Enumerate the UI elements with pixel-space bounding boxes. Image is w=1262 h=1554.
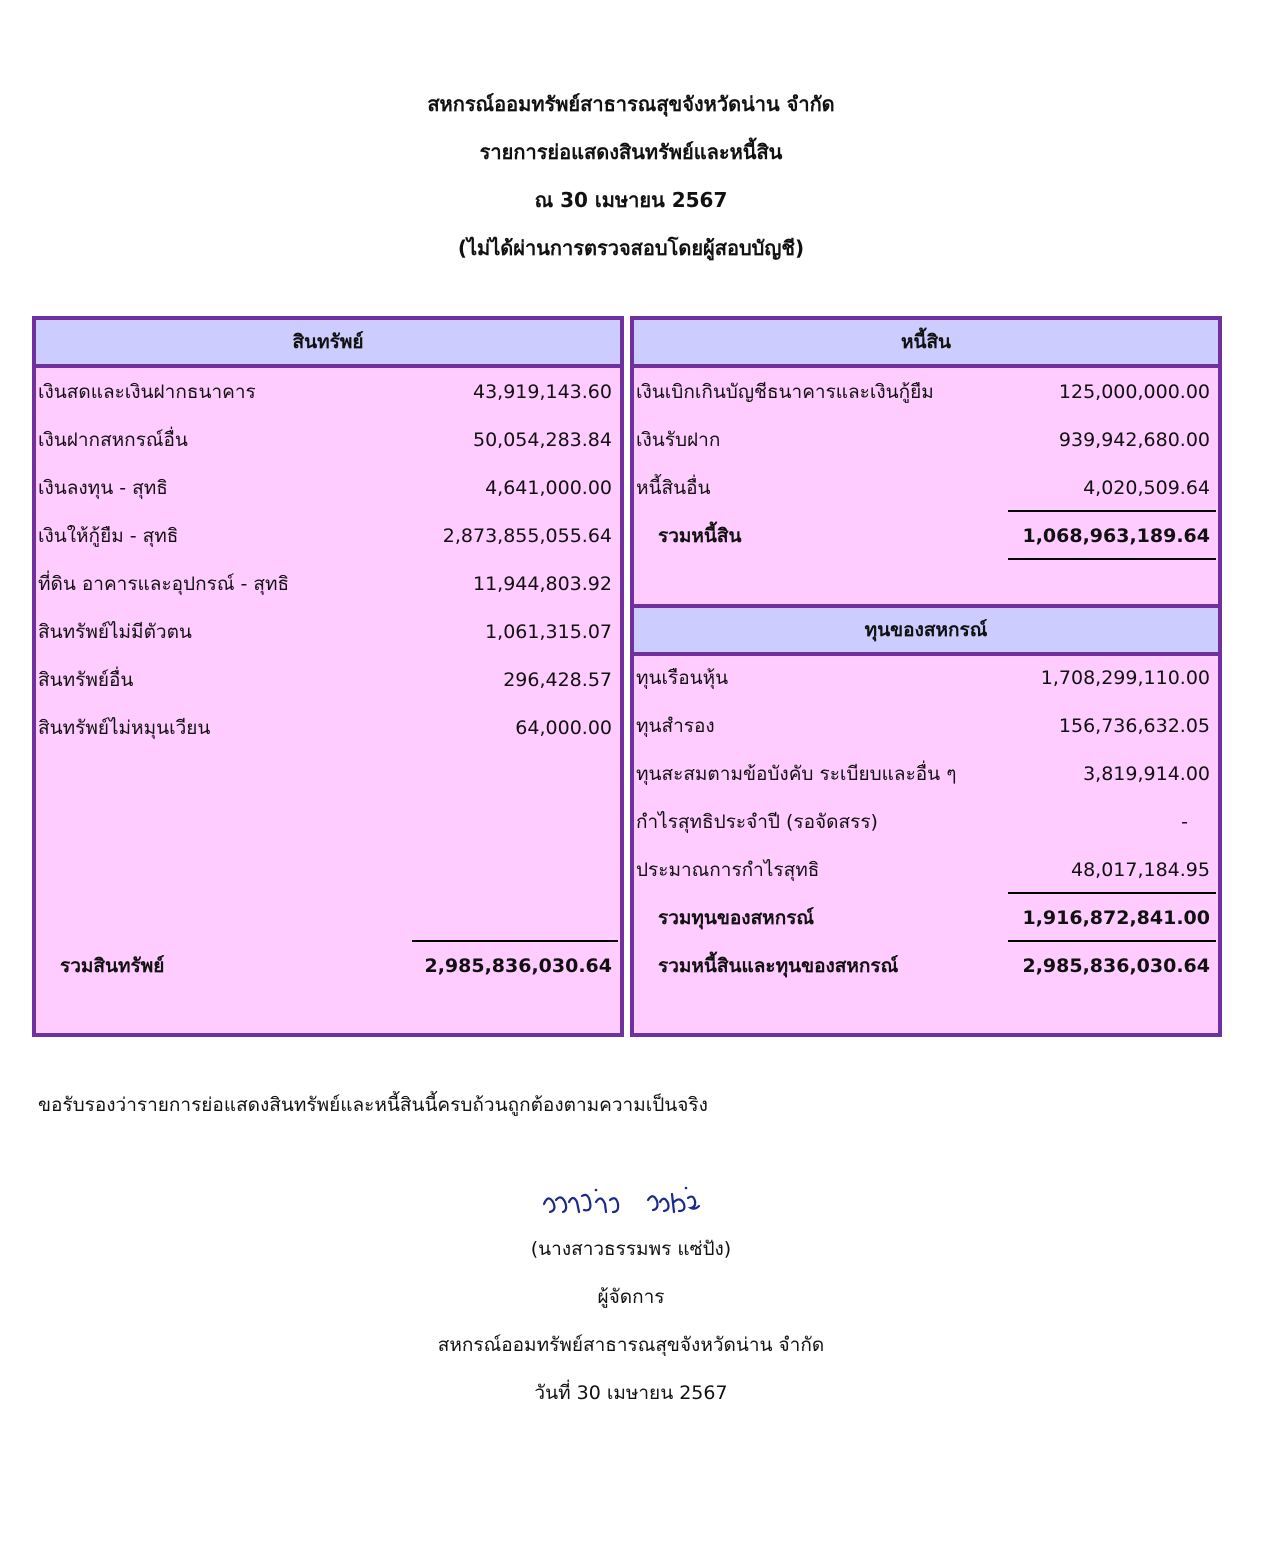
equity-row (634, 702, 1218, 750)
equity-total-label: รวมทุนของสหกรณ์ (658, 907, 815, 929)
certification-text: ขอรับรองว่ารายการย่อแสดงสินทรัพย์และหนี้สินนี้ครบถ้วนถูกต้องตามความเป็นจริง (38, 1094, 708, 1116)
asset-row (36, 704, 620, 752)
grand-total-value: 2,985,836,030.64 (1022, 955, 1210, 977)
asset-value: 296,428.57 (503, 669, 612, 691)
equity-label: ทุนเรือนหุ้น (636, 667, 729, 689)
liability-value: 4,020,509.64 (1083, 477, 1210, 499)
equity-label: กำไรสุทธิประจำปี (รอจัดสรร) (636, 811, 878, 833)
liabilities-total-row (634, 512, 1218, 560)
asset-row (36, 368, 620, 416)
equity-value: 3,819,914.00 (1083, 763, 1210, 785)
equity-heading: ทุนของสหกรณ์ (634, 604, 1218, 656)
asset-label: สินทรัพย์อื่น (38, 669, 134, 691)
asset-value: 64,000.00 (515, 717, 612, 739)
asset-value: 2,873,855,055.64 (442, 525, 612, 547)
signer-position: ผู้จัดการ (597, 1286, 665, 1308)
sign-date: วันที่ 30 เมษายน 2567 (534, 1382, 728, 1404)
equity-total-row (634, 894, 1218, 942)
asset-value: 11,944,803.92 (472, 573, 612, 595)
signer-org: สหกรณ์ออมทรัพย์สาธารณสุขจังหวัดน่าน จำกัด (437, 1334, 825, 1356)
signature (536, 1180, 726, 1224)
assets-total-row (36, 942, 620, 990)
asset-value: 4,641,000.00 (485, 477, 612, 499)
asset-row (36, 416, 620, 464)
equity-value: - (1181, 811, 1188, 833)
equity-row (634, 654, 1218, 702)
asset-label: เงินลงทุน - สุทธิ (38, 477, 168, 499)
liability-row (634, 368, 1218, 416)
assets-total-value: 2,985,836,030.64 (424, 955, 612, 977)
liability-value: 939,942,680.00 (1058, 429, 1210, 451)
liability-label: เงินรับฝาก (636, 429, 721, 451)
report-title: รายการย่อแสดงสินทรัพย์และหนี้สิน (479, 140, 783, 164)
asset-row (36, 464, 620, 512)
report-date: ณ 30 เมษายน 2567 (534, 188, 728, 212)
equity-total-value: 1,916,872,841.00 (1022, 907, 1210, 929)
equity-label: ประมาณการกำไรสุทธิ (636, 859, 820, 881)
org-name: สหกรณ์ออมทรัพย์สาธารณสุขจังหวัดน่าน จำกัด (427, 92, 835, 116)
equity-label: ทุนสำรอง (636, 715, 715, 737)
asset-label: สินทรัพย์ไม่มีตัวตน (38, 621, 192, 643)
asset-label: ที่ดิน อาคารและอุปกรณ์ - สุทธิ (38, 573, 290, 595)
equity-row (634, 750, 1218, 798)
total-rule (1008, 558, 1216, 560)
assets-heading: สินทรัพย์ (36, 320, 620, 368)
grand-total-row (634, 942, 1218, 990)
equity-value: 156,736,632.05 (1058, 715, 1210, 737)
equity-label: ทุนสะสมตามข้อบังคับ ระเบียบและอื่น ๆ (636, 763, 957, 785)
asset-label: สินทรัพย์ไม่หมุนเวียน (38, 717, 211, 739)
equity-value: 1,708,299,110.00 (1040, 667, 1210, 689)
asset-label: เงินสดและเงินฝากธนาคาร (38, 381, 256, 403)
liability-row (634, 416, 1218, 464)
liability-label: หนี้สินอื่น (636, 477, 711, 499)
liabilities-heading: หนี้สิน (634, 320, 1218, 368)
asset-value: 1,061,315.07 (485, 621, 612, 643)
assets-total-label: รวมสินทรัพย์ (60, 955, 165, 977)
liabilities-total-value: 1,068,963,189.64 (1022, 525, 1210, 547)
signer-name: (นางสาวธรรมพร แซ่ปัง) (530, 1238, 732, 1260)
asset-row (36, 608, 620, 656)
liabilities-total-label: รวมหนี้สิน (658, 525, 742, 547)
handwritten-signature (536, 1180, 726, 1224)
asset-value: 50,054,283.84 (472, 429, 612, 451)
audit-note: (ไม่ได้ผ่านการตรวจสอบโดยผู้สอบบัญชี) (457, 236, 805, 260)
asset-value: 43,919,143.60 (472, 381, 612, 403)
asset-row (36, 560, 620, 608)
asset-row (36, 656, 620, 704)
asset-row (36, 512, 620, 560)
equity-row (634, 798, 1218, 846)
liability-label: เงินเบิกเกินบัญชีธนาคารและเงินกู้ยืม (636, 381, 934, 403)
assets-panel (32, 316, 624, 1037)
asset-label: เงินฝากสหกรณ์อื่น (38, 429, 188, 451)
asset-label: เงินให้กู้ยืม - สุทธิ (38, 525, 179, 547)
grand-total-label: รวมหนี้สินและทุนของสหกรณ์ (658, 955, 899, 977)
liability-row (634, 464, 1218, 512)
liability-value: 125,000,000.00 (1058, 381, 1210, 403)
liabilities-equity-panel (630, 316, 1222, 1037)
equity-row (634, 846, 1218, 894)
equity-value: 48,017,184.95 (1070, 859, 1210, 881)
